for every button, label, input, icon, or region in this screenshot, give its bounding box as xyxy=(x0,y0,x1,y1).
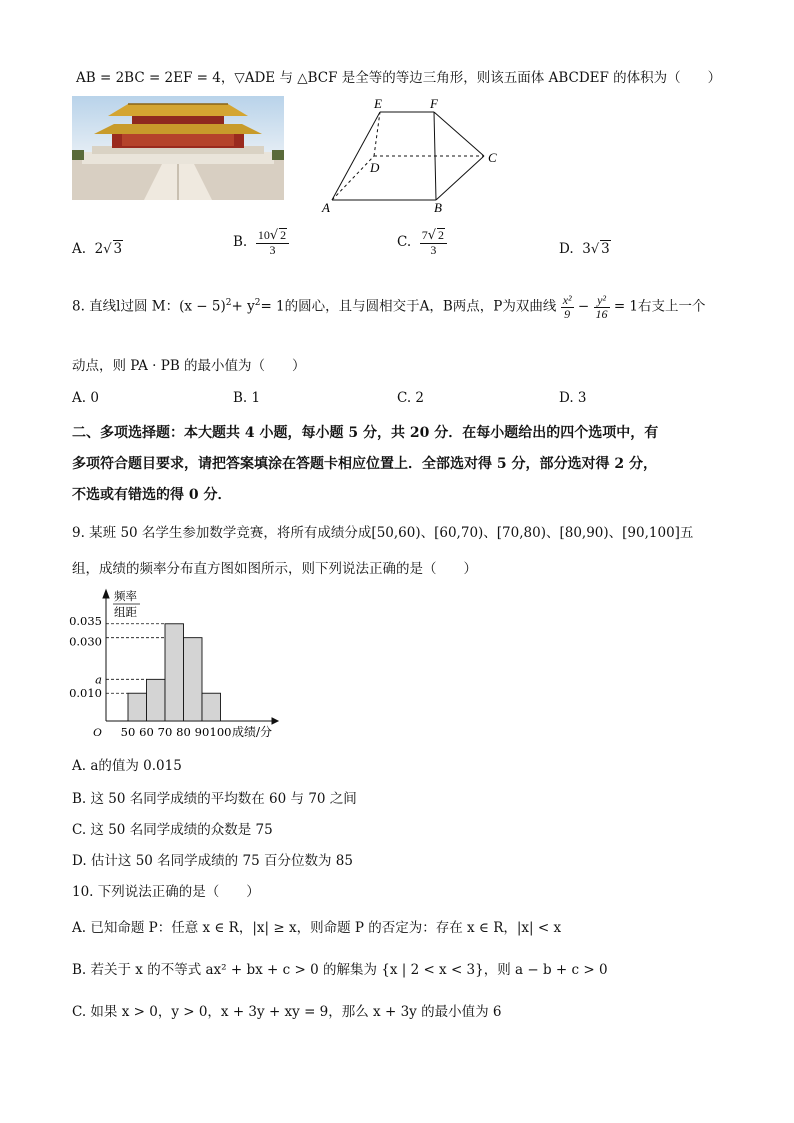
y-tick-label-1: 0.035 xyxy=(69,613,102,628)
q8-option-b[interactable]: B. 1 xyxy=(233,390,261,406)
vertex-label-B: B xyxy=(434,200,442,214)
frequency-histogram xyxy=(66,586,286,742)
origin-label: O xyxy=(93,725,102,739)
histogram-bar-2 xyxy=(147,679,166,721)
q9-option-c[interactable]: C. 这 50 名同学成绩的众数是 75 xyxy=(72,822,273,838)
x-tick-label-60: 60 xyxy=(139,725,154,739)
q9-stem-line1: 9. 某班 50 名学生参加数学竞赛，将所有成绩分成[50,60)、[60,70)、[70,80)、[80,90)、[90,100]五 xyxy=(72,525,694,541)
q8-option-a[interactable]: A. 0 xyxy=(72,390,99,406)
q7-option-a[interactable]: A. 2√ 3 xyxy=(72,241,123,257)
x-tick-label-50: 50 xyxy=(120,725,136,739)
histogram-bar-3 xyxy=(165,624,184,721)
palace-photo xyxy=(72,96,284,200)
q9-option-a[interactable]: A. a的值为 0.015 xyxy=(72,758,182,774)
histogram-bar-4 xyxy=(184,638,203,721)
y-axis-arrow xyxy=(103,590,109,598)
q10-option-c[interactable]: C. 如果 x > 0，y > 0，x + 3y + xy = 9，那么 x + 3y 的最小值为 6 xyxy=(72,1004,502,1020)
q7-option-d[interactable]: D. 3√ 3 xyxy=(559,241,610,257)
histogram-bar-1 xyxy=(128,693,147,721)
vertex-label-D: D xyxy=(370,160,380,175)
y-axis-label-bottom: 组距 xyxy=(114,605,137,619)
section2-line1: 二、多项选择题：本大题共 4 小题，每小题 5 分，共 20 分．在每小题给出的四个选项中，有 xyxy=(72,425,659,441)
x-tick-label-80: 80 xyxy=(176,725,191,739)
q9-option-b[interactable]: B. 这 50 名同学成绩的平均数在 60 与 70 之间 xyxy=(72,791,357,807)
y-tick-label-2: 0.030 xyxy=(69,634,102,649)
vertex-label-A: A xyxy=(322,200,330,214)
q8-stem-line2: 动点，则 PA · PB 的最小值为（ ） xyxy=(72,358,306,374)
q8-option-c[interactable]: C. 2 xyxy=(397,390,425,406)
q8-stem-line1: 8. 直线l过圆 M：$(x - 5)^2+ y^2= 1$的圆心，且与圆相交于A，B两点，P为双曲线 $\frac{\text{x²}}{9}$ − $\frac{\text{y²}}{16}$ = 1右支上一个 xyxy=(72,293,706,321)
y-tick-label-3: a xyxy=(95,672,102,687)
q10-option-b[interactable]: B. 若关于 x 的不等式 ax² + bx + c > 0 的解集为 {x | 2 < x < 3}，则 a − b + c > 0 xyxy=(72,962,608,978)
q7-stem: AB = 2BC = 2EF = 4，▽ADE 与 △BCF 是全等的等边三角形，则该五面体 ABCDEF 的体积为（ ） xyxy=(76,70,722,86)
vertex-label-F: F xyxy=(430,96,438,111)
q9-option-d[interactable]: D. 估计这 50 名同学成绩的 75 百分位数为 85 xyxy=(72,853,353,869)
q10-option-a[interactable]: A. 已知命题 P：任意 x ∈ R，|x| ≥ x，则命题 P 的否定为：存在 x ∈ R，|x| < x xyxy=(72,920,562,936)
vertex-label-E: E xyxy=(374,96,382,111)
x-tick-label-100: 100 xyxy=(209,725,232,739)
q7-option-c[interactable]: C. $\frac{7√ 2}{3}$ xyxy=(397,228,447,256)
x-tick-label-70: 70 xyxy=(157,725,173,739)
q8-option-d[interactable]: D. 3 xyxy=(559,390,587,406)
x-tick-label-90: 90 xyxy=(194,725,210,739)
x-axis-label: 成绩/分 xyxy=(232,725,273,739)
vertex-label-C: C xyxy=(488,150,497,165)
y-axis-label-top: 频率 xyxy=(114,589,137,603)
section2-line3: 不选或有错选的得 0 分． xyxy=(72,487,232,503)
pentahedron-figure xyxy=(318,94,508,214)
q9-stem-line2: 组，成绩的频率分布直方图如图所示，则下列说法正确的是（ ） xyxy=(72,561,477,577)
y-tick-label-4: 0.010 xyxy=(69,686,102,701)
q10-stem: 10. 下列说法正确的是（ ） xyxy=(72,884,260,900)
q7-option-b[interactable]: B. $\frac{10√ 2}{3}$ xyxy=(233,228,289,256)
x-axis-arrow xyxy=(272,718,278,724)
histogram-bar-5 xyxy=(202,693,221,721)
section2-line2: 多项符合题目要求，请把答案填涂在答题卡相应位置上．全部选对得 5 分，部分选对得 2 分， xyxy=(72,456,657,472)
